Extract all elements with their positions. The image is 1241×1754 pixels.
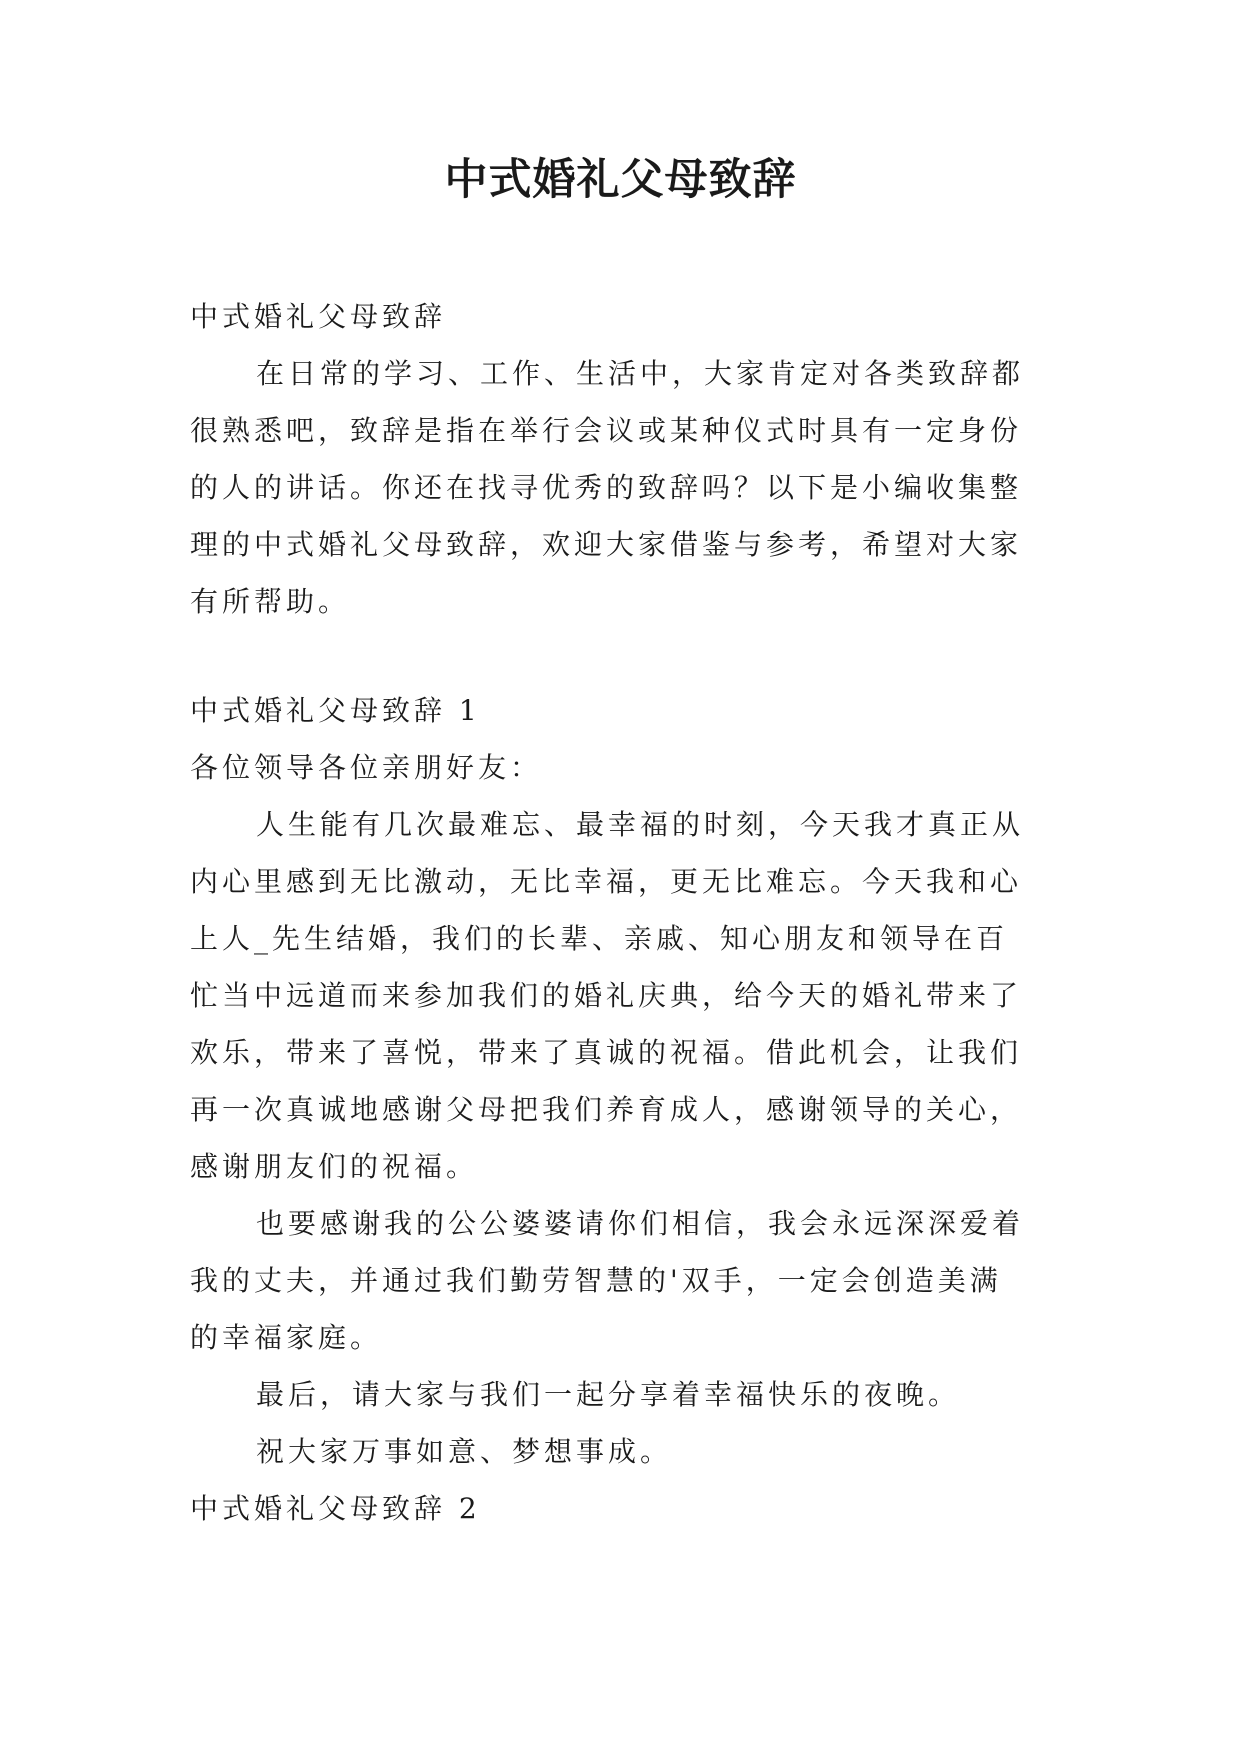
paragraph-line: 的幸福家庭。 <box>190 1321 383 1354</box>
section-spacer <box>190 630 1060 682</box>
paragraph-line: 感谢朋友们的祝福。 <box>190 1150 479 1183</box>
intro-line: 很熟悉吧，致辞是指在举行会议或某种仪式时具有一定身份 <box>190 414 1023 447</box>
intro-line: 有所帮助。 <box>190 585 351 618</box>
document-title: 中式婚礼父母致辞 <box>444 155 797 205</box>
paragraph-line: 也要感谢我的公公婆婆请你们相信，我会永远深深爱着 <box>256 1207 1025 1240</box>
paragraph-line: 内心里感到无比激动，无比幸福，更无比难忘。今天我和心 <box>190 865 1023 898</box>
intro-line: 在日常的学习、工作、生活中，大家肯定对各类致辞都 <box>256 357 1025 390</box>
paragraph-line: 忙当中远道而来参加我们的婚礼庆典，给今天的婚礼带来了 <box>190 979 1023 1012</box>
paragraph-line: 上人_先生结婚，我们的长辈、亲戚、知心朋友和领导在百 <box>190 922 1009 955</box>
paragraph-line: 最后，请大家与我们一起分享着幸福快乐的夜晚。 <box>256 1378 961 1411</box>
section-heading: 中式婚礼父母致辞 1 <box>190 694 481 727</box>
paragraph-line: 祝大家万事如意、梦想事成。 <box>256 1435 673 1468</box>
paragraph-line: 再一次真诚地感谢父母把我们养育成人，感谢领导的关心， <box>190 1093 1023 1126</box>
section-heading: 中式婚礼父母致辞 2 <box>190 1492 481 1525</box>
intro-line: 理的中式婚礼父母致辞，欢迎大家借鉴与参考，希望对大家 <box>190 528 1023 561</box>
paragraph-line: 我的丈夫，并通过我们勤劳智慧的'双手，一定会创造美满 <box>190 1264 1002 1297</box>
paragraph-line: 人生能有几次最难忘、最幸福的时刻，今天我才真正从 <box>256 808 1025 841</box>
paragraph-line: 欢乐，带来了喜悦，带来了真诚的祝福。借此机会，让我们 <box>190 1036 1023 1069</box>
salutation: 各位领导各位亲朋好友： <box>190 751 543 784</box>
intro-line: 的人的讲话。你还在找寻优秀的致辞吗？以下是小编收集整 <box>190 471 1023 504</box>
intro-heading: 中式婚礼父母致辞 <box>190 300 447 333</box>
document-body <box>190 288 1060 1537</box>
